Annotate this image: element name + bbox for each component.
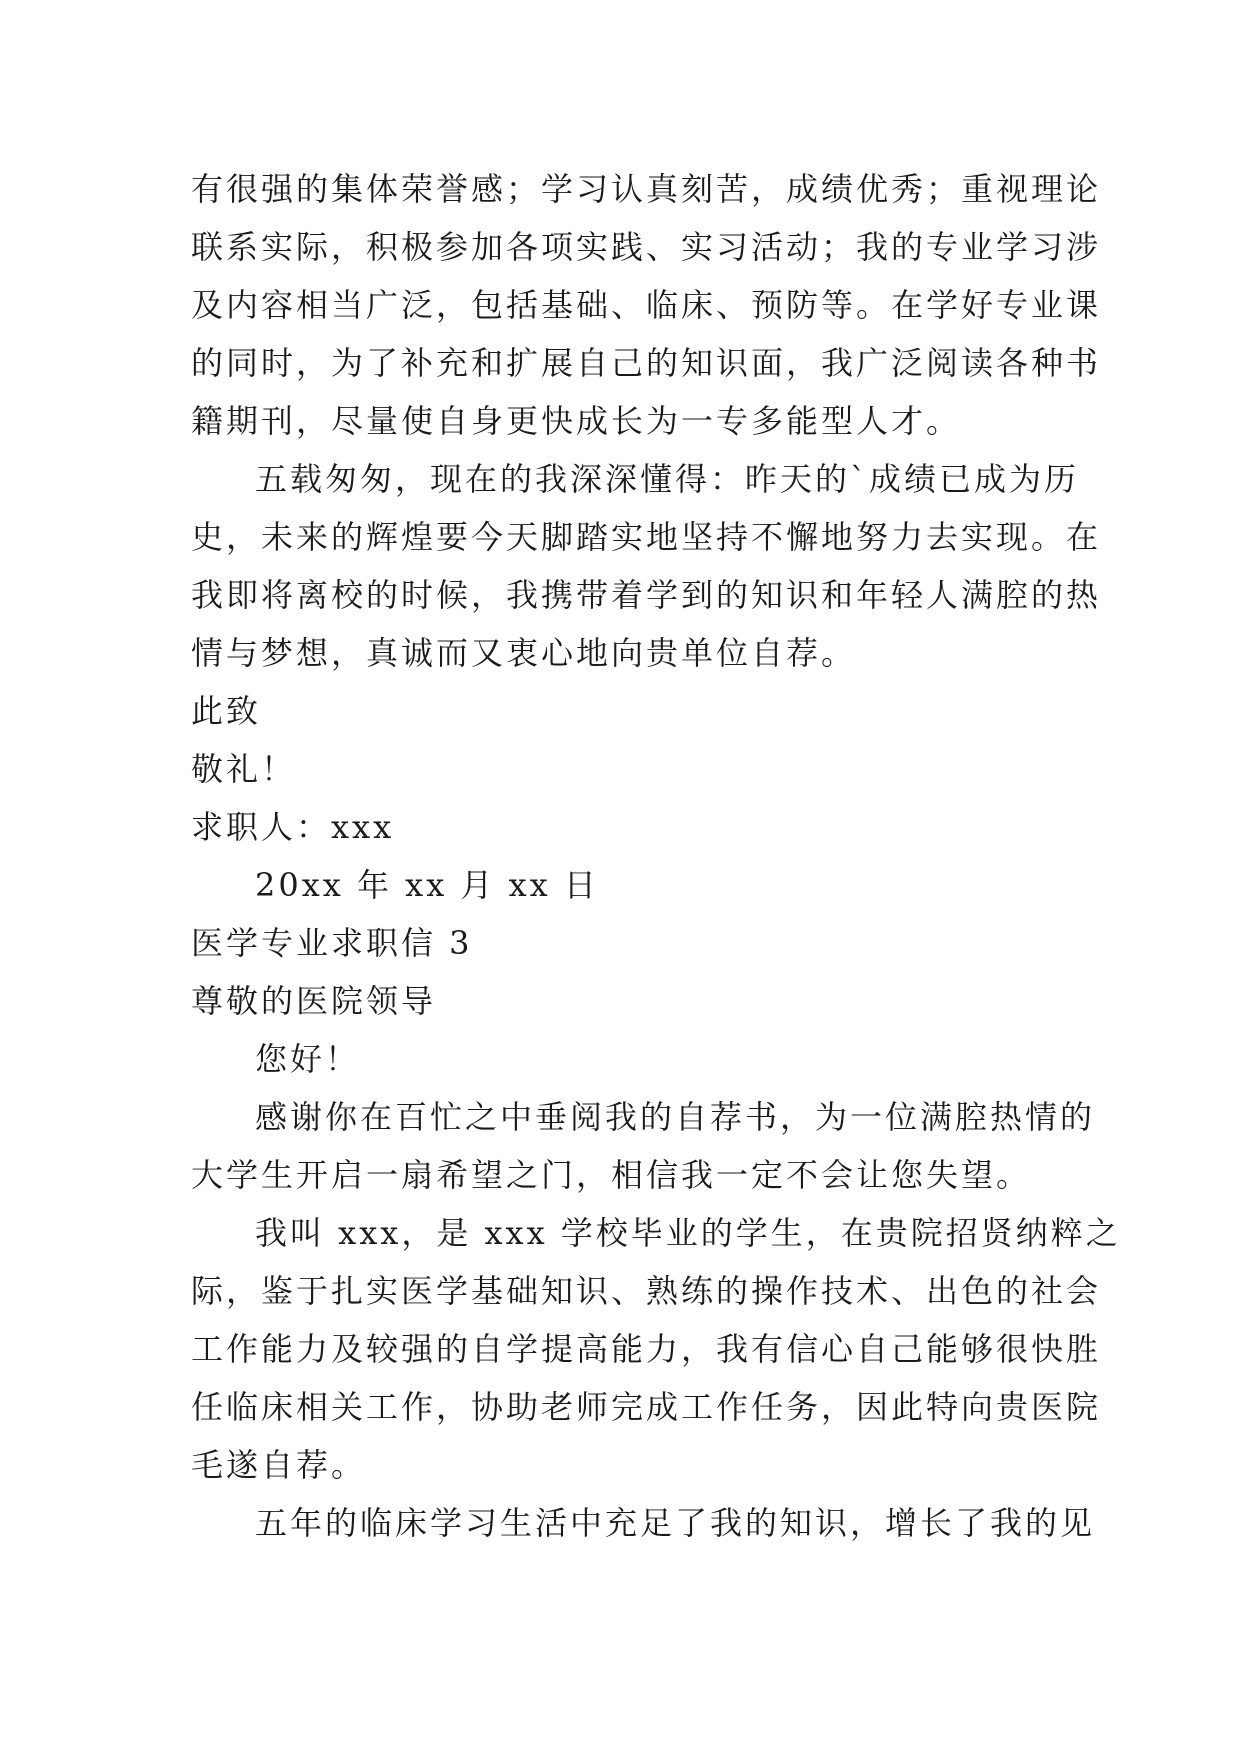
text-line: 际，鉴于扎实医学基础知识、熟练的操作技术、出色的社会 [191, 1272, 1102, 1310]
salutation-line: 敬礼！ [191, 750, 297, 788]
text-line: 联系实际，积极参加各项实践、实习活动；我的专业学习涉 [191, 228, 1102, 266]
text-line: 工作能力及较强的自学提高能力，我有信心自己能够很快胜 [191, 1330, 1102, 1368]
text-line: 大学生开启一扇希望之门，相信我一定不会让您失望。 [191, 1156, 1032, 1194]
applicant-line: 求职人：xxx [191, 808, 395, 846]
text-line: 史，未来的辉煌要今天脚踏实地坚持不懈地努力去实现。在 [191, 518, 1102, 556]
text-line: 有很强的集体荣誉感；学习认真刻苦，成绩优秀；重视理论 [191, 170, 1102, 208]
text-line: 任临床相关工作，协助老师完成工作任务，因此特向贵医院 [191, 1388, 1102, 1426]
text-line: 籍期刊，尽量使自身更快成长为一专多能型人才。 [191, 402, 962, 440]
text-line: 五载匆匆，现在的我深深懂得：昨天的`成绩已成为历 [255, 460, 1080, 498]
document-body [191, 160, 1121, 1552]
text-line: 我叫 xxx，是 xxx 学校毕业的学生，在贵院招贤纳粹之 [255, 1214, 1121, 1252]
text-line: 毛遂自荐。 [191, 1446, 367, 1484]
letter-title: 医学专业求职信 3 [191, 924, 473, 962]
text-line: 的同时，为了补充和扩展自己的知识面，我广泛阅读各种书 [191, 344, 1102, 382]
greeting-line: 您好！ [255, 1040, 361, 1078]
text-line: 及内容相当广泛，包括基础、临床、预防等。在学好专业课 [191, 286, 1102, 324]
text-line: 感谢你在百忙之中垂阅我的自荐书，为一位满腔热情的 [255, 1098, 1096, 1136]
closing-line: 此致 [191, 692, 262, 730]
text-line: 情与梦想，真诚而又衷心地向贵单位自荐。 [191, 634, 857, 672]
date-line: 20xx 年 xx 月 xx 日 [255, 866, 599, 904]
text-line: 我即将离校的时候，我携带着学到的知识和年轻人满腔的热 [191, 576, 1102, 614]
addressee-line: 尊敬的医院领导 [191, 982, 437, 1020]
text-line: 五年的临床学习生活中充足了我的知识，增长了我的见 [255, 1504, 1096, 1542]
